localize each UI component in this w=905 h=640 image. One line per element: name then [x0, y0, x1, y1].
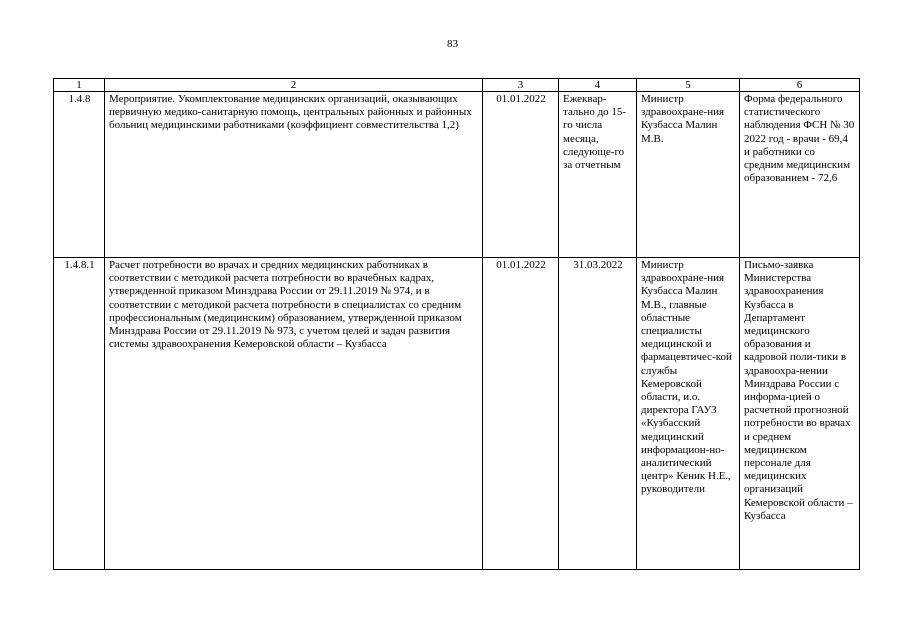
column-header: 3 — [483, 79, 559, 92]
expected-result: Письмо-заявка Министерства здравоохранения Кузбасса в Департамент медицинского образования и кадровой поли-тики в здравоохра-нении Минздрава России с информа-цией о расчетной прогнозной потребности во врачах и среднем медицинском персонале для медицинских организаций Кемеровской области – Кузбасса — [740, 258, 860, 570]
end-date: 31.03.2022 — [559, 258, 637, 570]
item-number: 1.4.8 — [54, 92, 105, 258]
item-number: 1.4.8.1 — [54, 258, 105, 570]
activities-table — [53, 78, 860, 570]
column-header: 1 — [54, 79, 105, 92]
column-header: 2 — [105, 79, 483, 92]
header-row — [54, 79, 860, 92]
start-date: 01.01.2022 — [483, 92, 559, 258]
table-row — [54, 258, 860, 570]
end-date: Ежеквар-тально до 15-го числа месяца, следующе-го за отчетным — [559, 92, 637, 258]
table-row — [54, 92, 860, 258]
event-description: Расчет потребности во врачах и средних медицинских работниках в соответствии с методикой расчета потребности во врачебных кадрах, утвержденной приказом Минздрава России от 29.11.2019 № 974, и в соответствии с методикой расчета потребности в специалистах со средним профессиональным (медицинским) образованием, утвержденной приказом Минздрава России от 29.11.2019 № 973, с учетом целей и задач развития системы здравоохранения Кемеровской области – Кузбасса — [105, 258, 483, 570]
column-header: 6 — [740, 79, 860, 92]
column-header: 5 — [637, 79, 740, 92]
expected-result: Форма федерального статистического наблюдения ФСН № 30 2022 год - врачи - 69,4 и работники со средним медицинским образованием - 72,6 — [740, 92, 860, 258]
column-header: 4 — [559, 79, 637, 92]
responsible-person: Министр здравоохране-ния Кузбасса Малин М.В., главные областные специалисты медицинской и фармацевтичес-кой службы Кемеровской области, и.о. директора ГАУЗ «Кузбасский медицинский информацион-но-аналитический центр» Кеник Н.Е., руководители — [637, 258, 740, 570]
page-number: 83 — [447, 38, 458, 50]
start-date: 01.01.2022 — [483, 258, 559, 570]
event-description: Мероприятие. Укомплектование медицинских организаций, оказывающих первичную медико-санитарную помощь, центральных районных и районных больниц медицинскими работниками (коэффициент совместительства 1,2) — [105, 92, 483, 258]
responsible-person: Министр здравоохране-ния Кузбасса Малин М.В. — [637, 92, 740, 258]
